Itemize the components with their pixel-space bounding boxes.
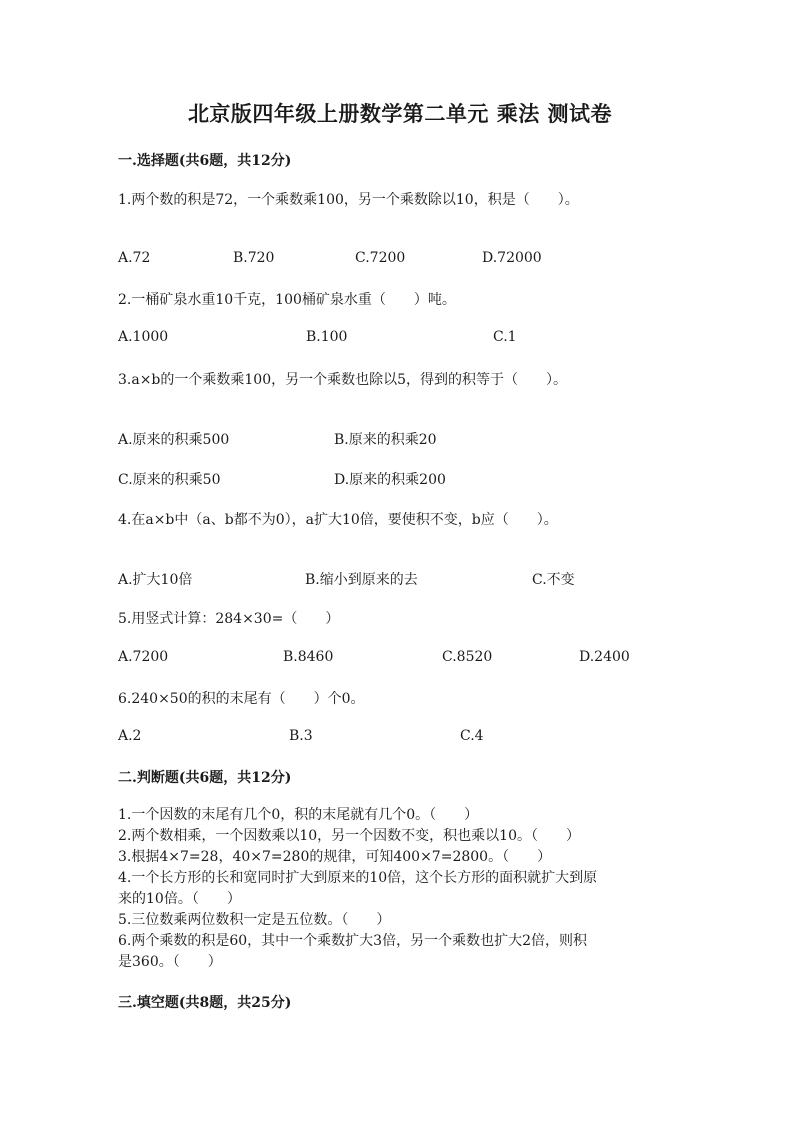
judgement-line-3: 3.根据4×7=28，40×7=280的规律，可知400×7=2800。（ ）: [118, 849, 552, 865]
option-2b: B.100: [306, 329, 348, 345]
section-heading-judgement: 二.判断题(共6题，共12分): [118, 770, 292, 786]
option-3d: D.原来的积乘200: [334, 472, 446, 488]
judgement-line-2: 2.两个数相乘，一个因数乘以10，另一个因数不变，积也乘以10。（ ）: [118, 828, 580, 844]
judgement-line-1: 1.一个因数的末尾有几个0，积的末尾就有几个0。（ ）: [118, 807, 479, 823]
judgement-line-4-cont: 来的10倍。（ ）: [118, 891, 241, 907]
option-1c: C.7200: [355, 250, 406, 266]
question-2: 2.一桶矿泉水重10千克，100桶矿泉水重（ ）吨。: [118, 292, 456, 308]
option-5c: C.8520: [442, 649, 493, 665]
option-3a: A.原来的积乘500: [118, 432, 230, 448]
judgement-line-6-cont: 是360。（ ）: [118, 954, 222, 970]
option-3b: B.原来的积乘20: [334, 432, 437, 448]
question-4: 4.在a×b中（a、b都不为0），a扩大10倍，要使积不变，b应（ ）。: [118, 512, 558, 528]
option-5b: B.8460: [283, 649, 334, 665]
option-6a: A.2: [118, 728, 142, 744]
option-3c: C.原来的积乘50: [118, 472, 221, 488]
option-4a: A.扩大10倍: [118, 572, 193, 588]
option-5d: D.2400: [579, 649, 630, 665]
option-2c: C.1: [493, 329, 517, 345]
question-5: 5.用竖式计算：284×30=（ ）: [118, 611, 340, 627]
question-6: 6.240×50的积的末尾有（ ）个0。: [118, 691, 365, 707]
option-6c: C.4: [460, 728, 484, 744]
option-4c: C.不变: [532, 572, 575, 588]
judgement-line-6: 6.两个乘数的积是60，其中一个乘数扩大3倍，另一个乘数也扩大2倍，则积: [118, 933, 587, 949]
judgement-line-5: 5.三位数乘两位数积一定是五位数。（ ）: [118, 912, 391, 928]
option-1a: A.72: [118, 250, 151, 266]
page-title: 北京版四年级上册数学第二单元 乘法 测试卷: [187, 101, 613, 126]
option-1d: D.72000: [482, 250, 542, 266]
option-5a: A.7200: [118, 649, 169, 665]
option-2a: A.1000: [118, 329, 169, 345]
option-6b: B.3: [289, 728, 313, 744]
option-4b: B.缩小到原来的去: [305, 572, 418, 588]
question-1: 1.两个数的积是72，一个乘数乘100，另一个乘数除以10，积是（ ）。: [118, 192, 579, 208]
question-3: 3.a×b的一个乘数乘100，另一个乘数也除以5，得到的积等于（ ）。: [118, 372, 568, 388]
section-heading-choice: 一.选择题(共6题，共12分): [118, 153, 292, 169]
judgement-line-4: 4.一个长方形的长和宽同时扩大到原来的10倍，这个长方形的面积就扩大到原: [118, 870, 598, 886]
option-1b: B.720: [233, 250, 275, 266]
section-heading-fill: 三.填空题(共8题，共25分): [118, 995, 292, 1011]
